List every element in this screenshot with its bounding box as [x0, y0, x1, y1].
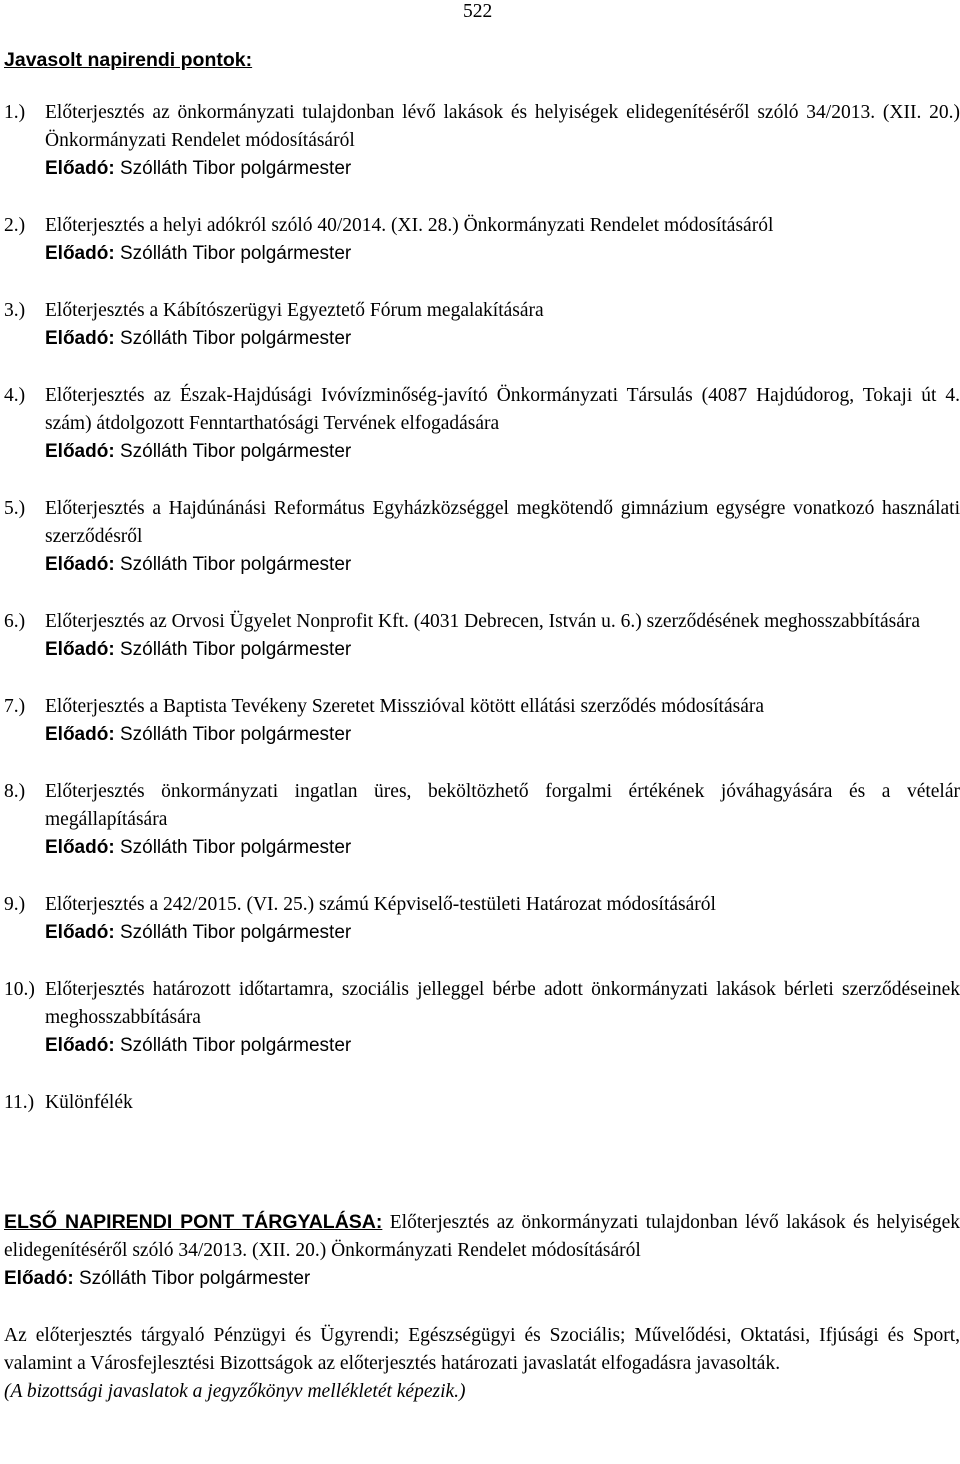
agenda-item-presenter [45, 919, 960, 947]
agenda-item-title: Előterjesztés határozott időtartamra, szociális jelleggel bérbe adott önkormányzati lakások bérleti szerződéseinek meghosszabbítására [45, 979, 960, 1028]
agenda-item-number: 4.) [4, 385, 26, 406]
agenda-item-number: 6.) [4, 611, 26, 632]
agenda-item-title: Előterjesztés az önkormányzati tulajdonban lévő lakások és helyiségek elidegenítéséről szóló 34/2013. (XII. 20.) Önkormányzati Rendelet módosításáról [45, 102, 960, 151]
agenda-item [4, 297, 960, 353]
agenda-item-presenter [45, 325, 960, 353]
agenda-item-title: Előterjesztés az Orvosi Ügyelet Nonprofit Kft. (4031 Debrecen, István u. 6.) szerződésének meghosszabbítására [45, 611, 921, 632]
agenda-heading: Javasolt napirendi pontok: [4, 49, 253, 71]
agenda-item-title: Előterjesztés önkormányzati ingatlan üres, beköltözhető forgalmi értékének jóváhagyására és a vételár megállapítására [45, 781, 960, 830]
agenda-item-presenter [45, 240, 960, 268]
presenter-role: Előadó: [45, 158, 115, 179]
agenda-item [4, 608, 960, 664]
presenter-name: Szólláth Tibor polgármester [119, 724, 352, 745]
agenda-item-title: Előterjesztés a 242/2015. (VI. 25.) számú Képviselő-testületi Határozat módosításáról [45, 894, 716, 915]
presenter-role: Előadó: [45, 1035, 115, 1056]
agenda-item-title: Különfélék [45, 1092, 133, 1113]
agenda-item-number: 5.) [4, 498, 26, 519]
first-point-title-paragraph [4, 1208, 960, 1265]
presenter-role: Előadó: [45, 922, 115, 943]
agenda-item [4, 778, 960, 862]
presenter-role: Előadó: [45, 243, 115, 264]
agenda-item [4, 382, 960, 466]
agenda-item-number: 2.) [4, 215, 26, 236]
agenda-item-presenter [45, 155, 960, 183]
agenda-item [4, 976, 960, 1060]
agenda-item-presenter [45, 834, 960, 862]
agenda-item-presenter [45, 636, 960, 664]
presenter-name: Szólláth Tibor polgármester [119, 158, 352, 179]
presenter-name: Szólláth Tibor polgármester [119, 441, 352, 462]
agenda-item [4, 1089, 960, 1117]
presenter-role: Előadó: [45, 554, 115, 575]
agenda-item-title: Előterjesztés a Kábítószerügyi Egyeztető Fórum megalakítására [45, 300, 544, 321]
agenda-item-presenter [45, 721, 960, 749]
agenda-item [4, 212, 960, 268]
presenter-name: Szólláth Tibor polgármester [119, 639, 352, 660]
presenter-name: Szólláth Tibor polgármester [119, 554, 352, 575]
agenda-item-title: Előterjesztés a helyi adókról szóló 40/2014. (XI. 28.) Önkormányzati Rendelet módosításáról [45, 215, 774, 236]
agenda-item-number: 11.) [4, 1092, 35, 1113]
agenda-item-title: Előterjesztés a Baptista Tevékeny Szeretet Misszióval kötött ellátási szerződés módosítására [45, 696, 765, 717]
committee-text: Az előterjesztés tárgyaló Pénzügyi és Ügyrendi; Egészségügyi és Szociális; Művelődési, Oktatási, Ifjúsági és Sport, valamint a Városfejlesztési Bizottságok az előterjesztés határozati javaslatát elfogadásra javasolták. [4, 1325, 960, 1374]
agenda-item-number: 10.) [4, 979, 35, 1000]
agenda-item [4, 891, 960, 947]
presenter-role: Előadó: [45, 724, 115, 745]
annex-note: (A bizottsági javaslatok a jegyzőkönyv mellékletét képezik.) [4, 1381, 466, 1402]
agenda-item-number: 1.) [4, 102, 26, 123]
presenter-name: Szólláth Tibor polgármester [119, 1035, 352, 1056]
page-number: 522 [463, 1, 493, 22]
agenda-item-number: 7.) [4, 696, 26, 717]
agenda-item-presenter [45, 438, 960, 466]
first-point-heading: ELSŐ NAPIRENDI PONT TÁRGYALÁSA: [4, 1211, 383, 1233]
presenter-name: Szólláth Tibor polgármester [119, 328, 352, 349]
committee-paragraph [4, 1322, 960, 1406]
agenda-item-title: Előterjesztés az Észak-Hajdúsági Ivóvízminőség-javító Önkormányzati Társulás (4087 Hajdúdorog, Tokaji út 4. szám) átdolgozott Fenntarthatósági Tervének elfogadására [45, 385, 960, 434]
presenter-name: Szólláth Tibor polgármester [119, 243, 352, 264]
agenda-item-number: 3.) [4, 300, 26, 321]
presenter-name: Szólláth Tibor polgármester [119, 922, 352, 943]
first-point-title: Előterjesztés az önkormányzati tulajdonban lévő lakások és helyiségek elidegenítéséről szóló 34/2013. (XII. 20.) Önkormányzati Rendelet módosításáról [4, 1212, 960, 1261]
first-point-presenter [4, 1265, 960, 1293]
agenda-item-presenter [45, 1032, 960, 1060]
agenda-item-number: 8.) [4, 781, 26, 802]
agenda-item [4, 495, 960, 579]
agenda-item [4, 99, 960, 183]
presenter-role: Előadó: [45, 837, 115, 858]
first-agenda-point-section [4, 1208, 960, 1406]
presenter-role: Előadó: [4, 1268, 74, 1289]
presenter-role: Előadó: [45, 441, 115, 462]
agenda-item-number: 9.) [4, 894, 26, 915]
agenda-item [4, 693, 960, 749]
presenter-role: Előadó: [45, 639, 115, 660]
presenter-name: Szólláth Tibor polgármester [119, 837, 352, 858]
presenter-name: Szólláth Tibor polgármester [78, 1268, 311, 1289]
agenda-item-title: Előterjesztés a Hajdúnánási Református Egyházközséggel megkötendő gimnázium egységre vonatkozó használati szerződésről [45, 498, 960, 547]
agenda-item-presenter [45, 551, 960, 579]
presenter-role: Előadó: [45, 328, 115, 349]
agenda-list [4, 99, 960, 1146]
